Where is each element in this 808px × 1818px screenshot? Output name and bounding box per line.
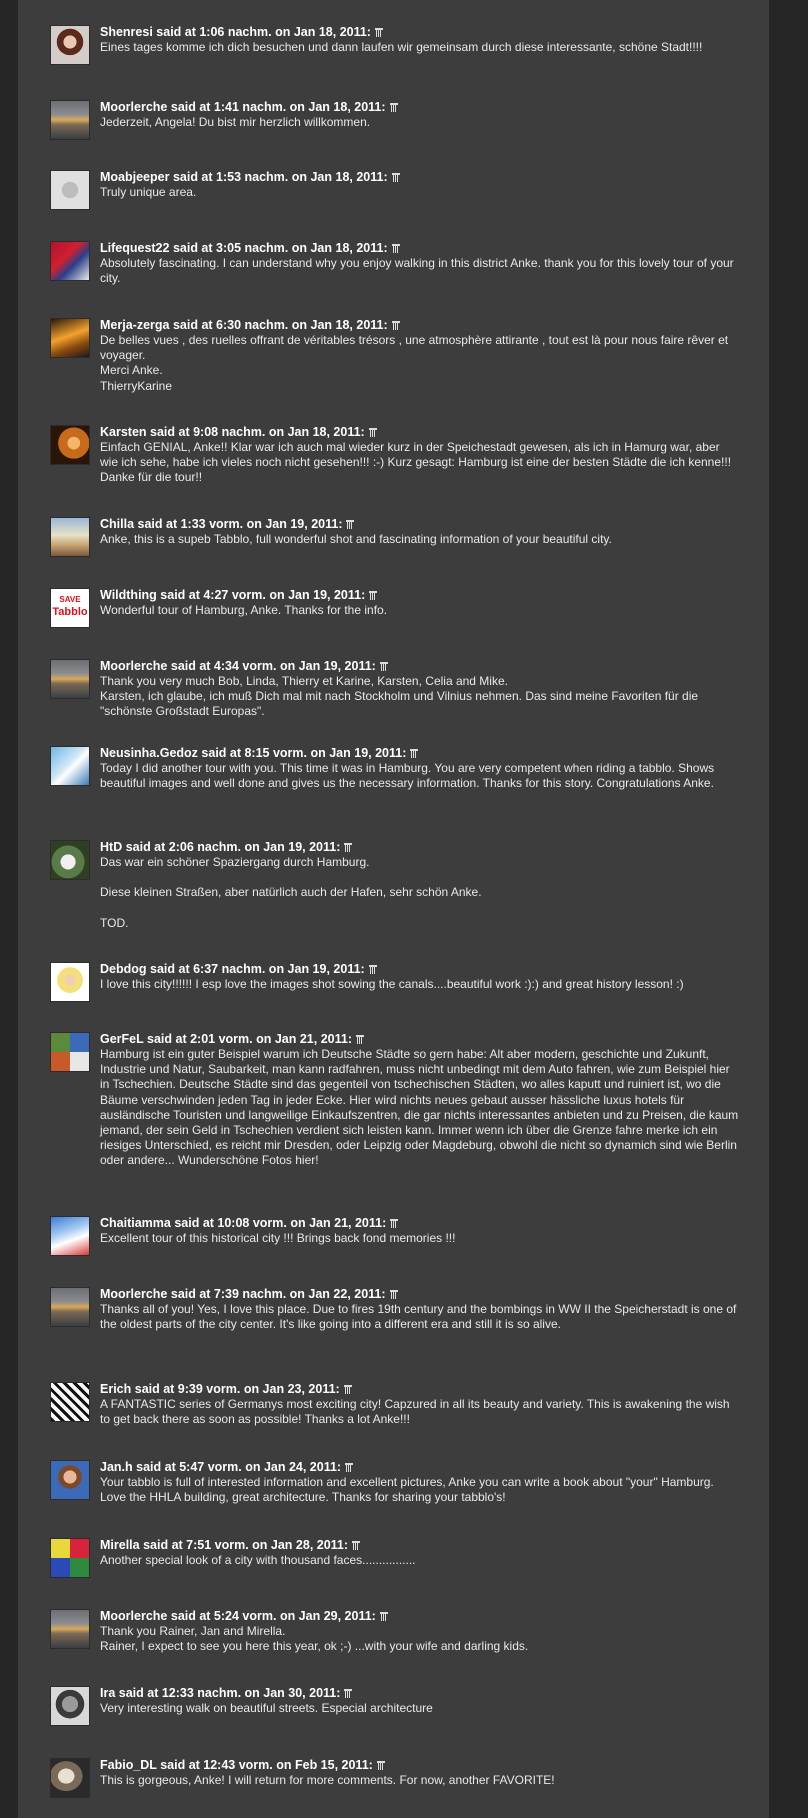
comment-text: Rainer, I expect to see you here this year, ok ;-) ...with your wife and darling kids. <box>100 1639 529 1654</box>
comment-author-link[interactable]: Moorlerche <box>100 1609 168 1623</box>
trash-icon[interactable] <box>352 1541 360 1550</box>
comment-header <box>100 1382 740 1397</box>
comment-text: Diese kleinen Straßen, aber natürlich auch der Hafen, sehr schön Anke. <box>100 885 482 900</box>
comment-text: Hamburg ist ein guter Beispiel warum ich Deutsche Städte so gern habe: Alt aber modern, geschichte und Zukunft, Industrie und Natur, Saubarkeit, man kann radfahren, muss nicht unbedingt mit dem Auto fahren, wie zum Beispiel hier in Tschechien. Deutsche Städte sind das gegenteil von tschechischen Städten, wo alles kaputt und ruiniert ist, wo die Bäume verschwinden jeden Tag in jeder Ecke. Hier wird nichts neues gebaut ausser hässliche luxus hotels für ausländische Touristen und langweilige Einkaufszentren, die gar nichts interessantes anbieten und zu Preisen, die kaum jemand, der sein Geld in Tschechien verdient sich leisten kann. Immer wenn ich über die Grenze fahre merke ich ein riesiges Unterschied, es reicht mir Dresden, oder Leipzig oder Magdeburg, obwohl die nicht so dynamich sind wie Berlin oder andere... Wunderschöne Fotos hier! <box>100 1047 739 1168</box>
trash-icon[interactable] <box>369 428 377 437</box>
comment-header <box>100 1686 740 1701</box>
comment-header <box>100 659 740 674</box>
comment-timestamp: said at 7:51 vorm. on Jan 28, 2011: <box>139 1538 349 1552</box>
trash-icon[interactable] <box>344 843 352 852</box>
comment-text: ThierryKarine <box>100 378 173 393</box>
comment-body <box>100 1047 740 1169</box>
comment-author-link[interactable]: Merja-zerga <box>100 318 170 332</box>
comment-text: Anke, this is a supeb Tabblo, full wonderful shot and fascinating information of your beautiful city. <box>100 532 612 546</box>
comment-header <box>100 1609 740 1624</box>
avatar[interactable] <box>50 1216 90 1256</box>
trash-icon[interactable] <box>356 1035 364 1044</box>
comment-header <box>100 517 740 532</box>
comment-timestamp: said at 12:43 vorm. on Feb 15, 2011: <box>156 1758 373 1772</box>
comment-author-link[interactable]: Chaitiamma <box>100 1216 171 1230</box>
comment-timestamp: said at 1:41 nachm. on Jan 18, 2011: <box>167 100 386 114</box>
avatar[interactable] <box>50 517 90 557</box>
avatar[interactable] <box>50 100 90 140</box>
comment-body <box>100 603 740 618</box>
trash-icon[interactable] <box>392 173 400 182</box>
comment-text: Einfach GENIAL, Anke!! Klar war ich auch mal wieder kurz in der Speichestadt gewesen, als ich in Hamurg war, aber wie ich sehe, habe ich vieles noch nicht gesehen!!! :-) Kurz gesagt: Hamburg ist eine der besten Städte die ich kenne!!! Danke für die tour!! <box>100 440 732 485</box>
comment-body <box>100 1302 740 1332</box>
trash-icon[interactable] <box>380 662 388 671</box>
comment-body <box>100 1397 740 1427</box>
comment-body <box>100 1553 740 1568</box>
comment-header <box>100 1216 740 1231</box>
trash-icon[interactable] <box>344 1385 352 1394</box>
comment-header <box>100 1287 740 1302</box>
avatar[interactable] <box>50 1032 90 1072</box>
avatar[interactable] <box>50 241 90 281</box>
comment-header <box>100 1758 740 1773</box>
comment-text: Your tabblo is full of interested information and excellent pictures, Anke you can write a book about "your" Hamburg. Love the HHLA building, great architecture. Thanks for sharing your tabblo's! <box>100 1475 714 1505</box>
comment-body <box>100 855 740 931</box>
comment-header <box>100 1460 740 1475</box>
comment-author-link[interactable]: Fabio_DL <box>100 1758 157 1772</box>
comment-text: Thank you very much Bob, Linda, Thierry et Karine, Karsten, Celia and Mike. <box>100 674 508 688</box>
comment-text: Karsten, ich glaube, ich muß Dich mal mit nach Stockholm und Vilnius nehmen. Das sind meine Favoriten für die "schönste Großstadt Europas". <box>100 689 699 719</box>
comment-timestamp: said at 6:30 nachm. on Jan 18, 2011: <box>169 318 388 332</box>
comment-author-link[interactable]: Debdog <box>100 962 147 976</box>
comment-author-link[interactable]: Chilla <box>100 517 135 531</box>
comment-author-link[interactable]: Shenresi <box>100 25 153 39</box>
avatar[interactable] <box>50 1758 90 1798</box>
trash-icon[interactable] <box>345 1463 353 1472</box>
comment-text: Very interesting walk on beautiful streets. Especial architecture <box>100 1701 433 1715</box>
comment-timestamp: said at 4:27 vorm. on Jan 19, 2011: <box>156 588 366 602</box>
comment-author-link[interactable]: Erich <box>100 1382 132 1396</box>
comment-header <box>100 170 740 185</box>
comment-timestamp: said at 5:24 vorm. on Jan 29, 2011: <box>167 1609 376 1623</box>
comment-body <box>100 1624 740 1654</box>
comment-text: Thanks all of you! Yes, I love this place. Due to fires 19th century and the bombings in WW II the Speicherstadt is one of the oldest parts of the city center. It's like going into a different era and still it is so alive. <box>100 1302 737 1332</box>
comment-text: Truly unique area. <box>100 185 197 199</box>
comment-author-link[interactable]: Moabjeeper <box>100 170 170 184</box>
comment-author-link[interactable]: Mirella <box>100 1538 140 1552</box>
comment-header <box>100 25 740 40</box>
comment-header <box>100 1538 740 1553</box>
comment-author-link[interactable]: Jan.h <box>100 1460 133 1474</box>
trash-icon[interactable] <box>410 749 418 758</box>
trash-icon[interactable] <box>380 1612 388 1621</box>
comment-timestamp: said at 4:34 vorm. on Jan 19, 2011: <box>167 659 376 673</box>
comment-list <box>18 0 769 1818</box>
avatar[interactable] <box>50 1538 90 1578</box>
comment-text: Absolutely fascinating. I can understand why you enjoy walking in this district Anke. thank you for this lovely tour of your city. <box>100 256 734 286</box>
trash-icon[interactable] <box>390 103 398 112</box>
comment-timestamp: said at 9:39 vorm. on Jan 23, 2011: <box>131 1382 340 1396</box>
comment-timestamp: said at 6:37 nachm. on Jan 19, 2011: <box>146 962 365 976</box>
comment-text: Wonderful tour of Hamburg, Anke. Thanks for the info. <box>100 603 388 617</box>
trash-icon[interactable] <box>344 1689 352 1698</box>
comment-body <box>100 1231 740 1246</box>
trash-icon[interactable] <box>375 28 383 37</box>
comment-item <box>50 588 740 628</box>
comment-timestamp: said at 3:05 nachm. on Jan 18, 2011: <box>169 241 388 255</box>
comment-header <box>100 425 740 440</box>
comment-body <box>100 40 740 55</box>
comment-timestamp: said at 1:33 vorm. on Jan 19, 2011: <box>134 517 343 531</box>
comment-body <box>100 185 740 200</box>
comment-body <box>100 761 740 791</box>
avatar[interactable] <box>50 1460 90 1500</box>
comment-body <box>100 256 740 286</box>
comment-timestamp: said at 5:47 vorm. on Jan 24, 2011: <box>132 1460 342 1474</box>
comment-author-link[interactable]: Moorlerche <box>100 100 168 114</box>
comment-header <box>100 241 740 256</box>
comment-header <box>100 840 740 855</box>
comment-author-link[interactable]: Wildthing <box>100 588 157 602</box>
comment-timestamp: said at 1:06 nachm. on Jan 18, 2011: <box>152 25 371 39</box>
comment-timestamp: said at 10:08 vorm. on Jan 21, 2011: <box>170 1216 387 1230</box>
comment-text: Another special look of a city with thousand faces................ <box>100 1553 416 1567</box>
trash-icon[interactable] <box>346 520 354 529</box>
comment-header <box>100 588 740 603</box>
avatar[interactable] <box>50 659 90 699</box>
comment-text: Today I did another tour with you. This time it was in Hamburg. You are very competent when riding a tabblo. Shows beautiful images and well done and gives us the necessary information. Thanks for this story. Congratulations Anke. <box>100 761 715 791</box>
comment-text <box>100 870 740 885</box>
trash-icon[interactable] <box>377 1761 385 1770</box>
comment-timestamp: said at 7:39 nachm. on Jan 22, 2011: <box>167 1287 386 1301</box>
comment-text: Eines tages komme ich dich besuchen und dann laufen wir gemeinsam durch diese interessante, schöne Stadt!!!! <box>100 40 703 54</box>
comment-timestamp: said at 9:08 nachm. on Jan 18, 2011: <box>146 425 365 439</box>
comment-body <box>100 333 740 394</box>
trash-icon[interactable] <box>392 244 400 253</box>
avatar-label: SAVE <box>59 595 81 604</box>
avatar[interactable] <box>50 425 90 465</box>
avatar[interactable] <box>50 746 90 786</box>
comments-panel <box>18 0 769 1818</box>
avatar[interactable] <box>50 25 90 65</box>
trash-icon[interactable] <box>392 321 400 330</box>
comment-author-link[interactable]: Lifequest22 <box>100 241 170 255</box>
comment-text: This is gorgeous, Anke! I will return for more comments. For now, another FAVORITE! <box>100 1773 555 1787</box>
comment-header <box>100 962 740 977</box>
comment-author-link[interactable]: Ira <box>100 1686 116 1700</box>
avatar[interactable] <box>50 1609 90 1649</box>
comment-body <box>100 977 740 992</box>
comment-timestamp: said at 2:06 nachm. on Jan 19, 2011: <box>122 840 341 854</box>
comment-text: Excellent tour of this historical city !!! Brings back fond memories !!! <box>100 1231 456 1245</box>
comment-text: Merci Anke. <box>100 363 163 378</box>
comment-author-link[interactable]: Neusinha.Gedoz <box>100 746 198 760</box>
comment-body <box>100 1701 740 1716</box>
comment-text: I love this city!!!!!! I esp love the images shot sowing the canals....beautiful work :):) and great history lesson! :) <box>100 977 684 991</box>
trash-icon[interactable] <box>369 965 377 974</box>
avatar[interactable] <box>50 962 90 1002</box>
comment-body <box>100 440 740 486</box>
avatar[interactable] <box>50 318 90 358</box>
comment-author-link[interactable]: Karsten <box>100 425 147 439</box>
comment-text: A FANTASTIC series of Germanys most exciting city! Capzured in all its beauty and variety. This is awakening the wish to get back there as soon as possible! Thanks a lot Anke!!! <box>100 1397 730 1427</box>
comment-text: Das war ein schöner Spaziergang durch Hamburg. <box>100 855 370 869</box>
trash-icon[interactable] <box>390 1290 398 1299</box>
comment-text <box>100 901 740 916</box>
comment-body <box>100 115 740 130</box>
comment-text: TOD. <box>100 915 129 930</box>
avatar[interactable] <box>50 170 90 210</box>
trash-icon[interactable] <box>390 1219 398 1228</box>
comment-author-link[interactable]: HtD <box>100 840 123 854</box>
avatar[interactable] <box>50 1382 90 1422</box>
comment-author-link[interactable]: Moorlerche <box>100 659 168 673</box>
avatar[interactable] <box>50 1686 90 1726</box>
comment-body <box>100 674 740 720</box>
avatar[interactable] <box>50 840 90 880</box>
comment-author-link[interactable]: Moorlerche <box>100 1287 168 1301</box>
comment-header <box>100 100 740 115</box>
comment-header <box>100 1032 740 1047</box>
comment-body <box>100 532 740 547</box>
avatar[interactable] <box>50 1287 90 1327</box>
comment-body <box>100 1475 740 1505</box>
comment-header <box>100 318 740 333</box>
comment-body <box>100 1773 740 1788</box>
comment-timestamp: said at 2:01 vorm. on Jan 21, 2011: <box>143 1032 352 1046</box>
comment-text: Thank you Rainer, Jan and Mirella. <box>100 1624 286 1638</box>
comment-author-link[interactable]: GerFeL <box>100 1032 144 1046</box>
comment-timestamp: said at 12:33 nachm. on Jan 30, 2011: <box>115 1686 341 1700</box>
comment-timestamp: said at 1:53 nachm. on Jan 18, 2011: <box>169 170 388 184</box>
avatar[interactable] <box>50 588 90 628</box>
trash-icon[interactable] <box>369 591 377 600</box>
comment-text: Jederzeit, Angela! Du bist mir herzlich willkommen. <box>100 115 371 129</box>
comment-text: De belles vues , des ruelles offrant de véritables trésors , une atmosphère attirante , tout est là pour nous faire rêver et voyager. <box>100 333 729 363</box>
avatar-label: Tabblo <box>52 606 88 618</box>
comment-timestamp: said at 8:15 vorm. on Jan 19, 2011: <box>197 746 407 760</box>
comment-header <box>100 746 740 761</box>
